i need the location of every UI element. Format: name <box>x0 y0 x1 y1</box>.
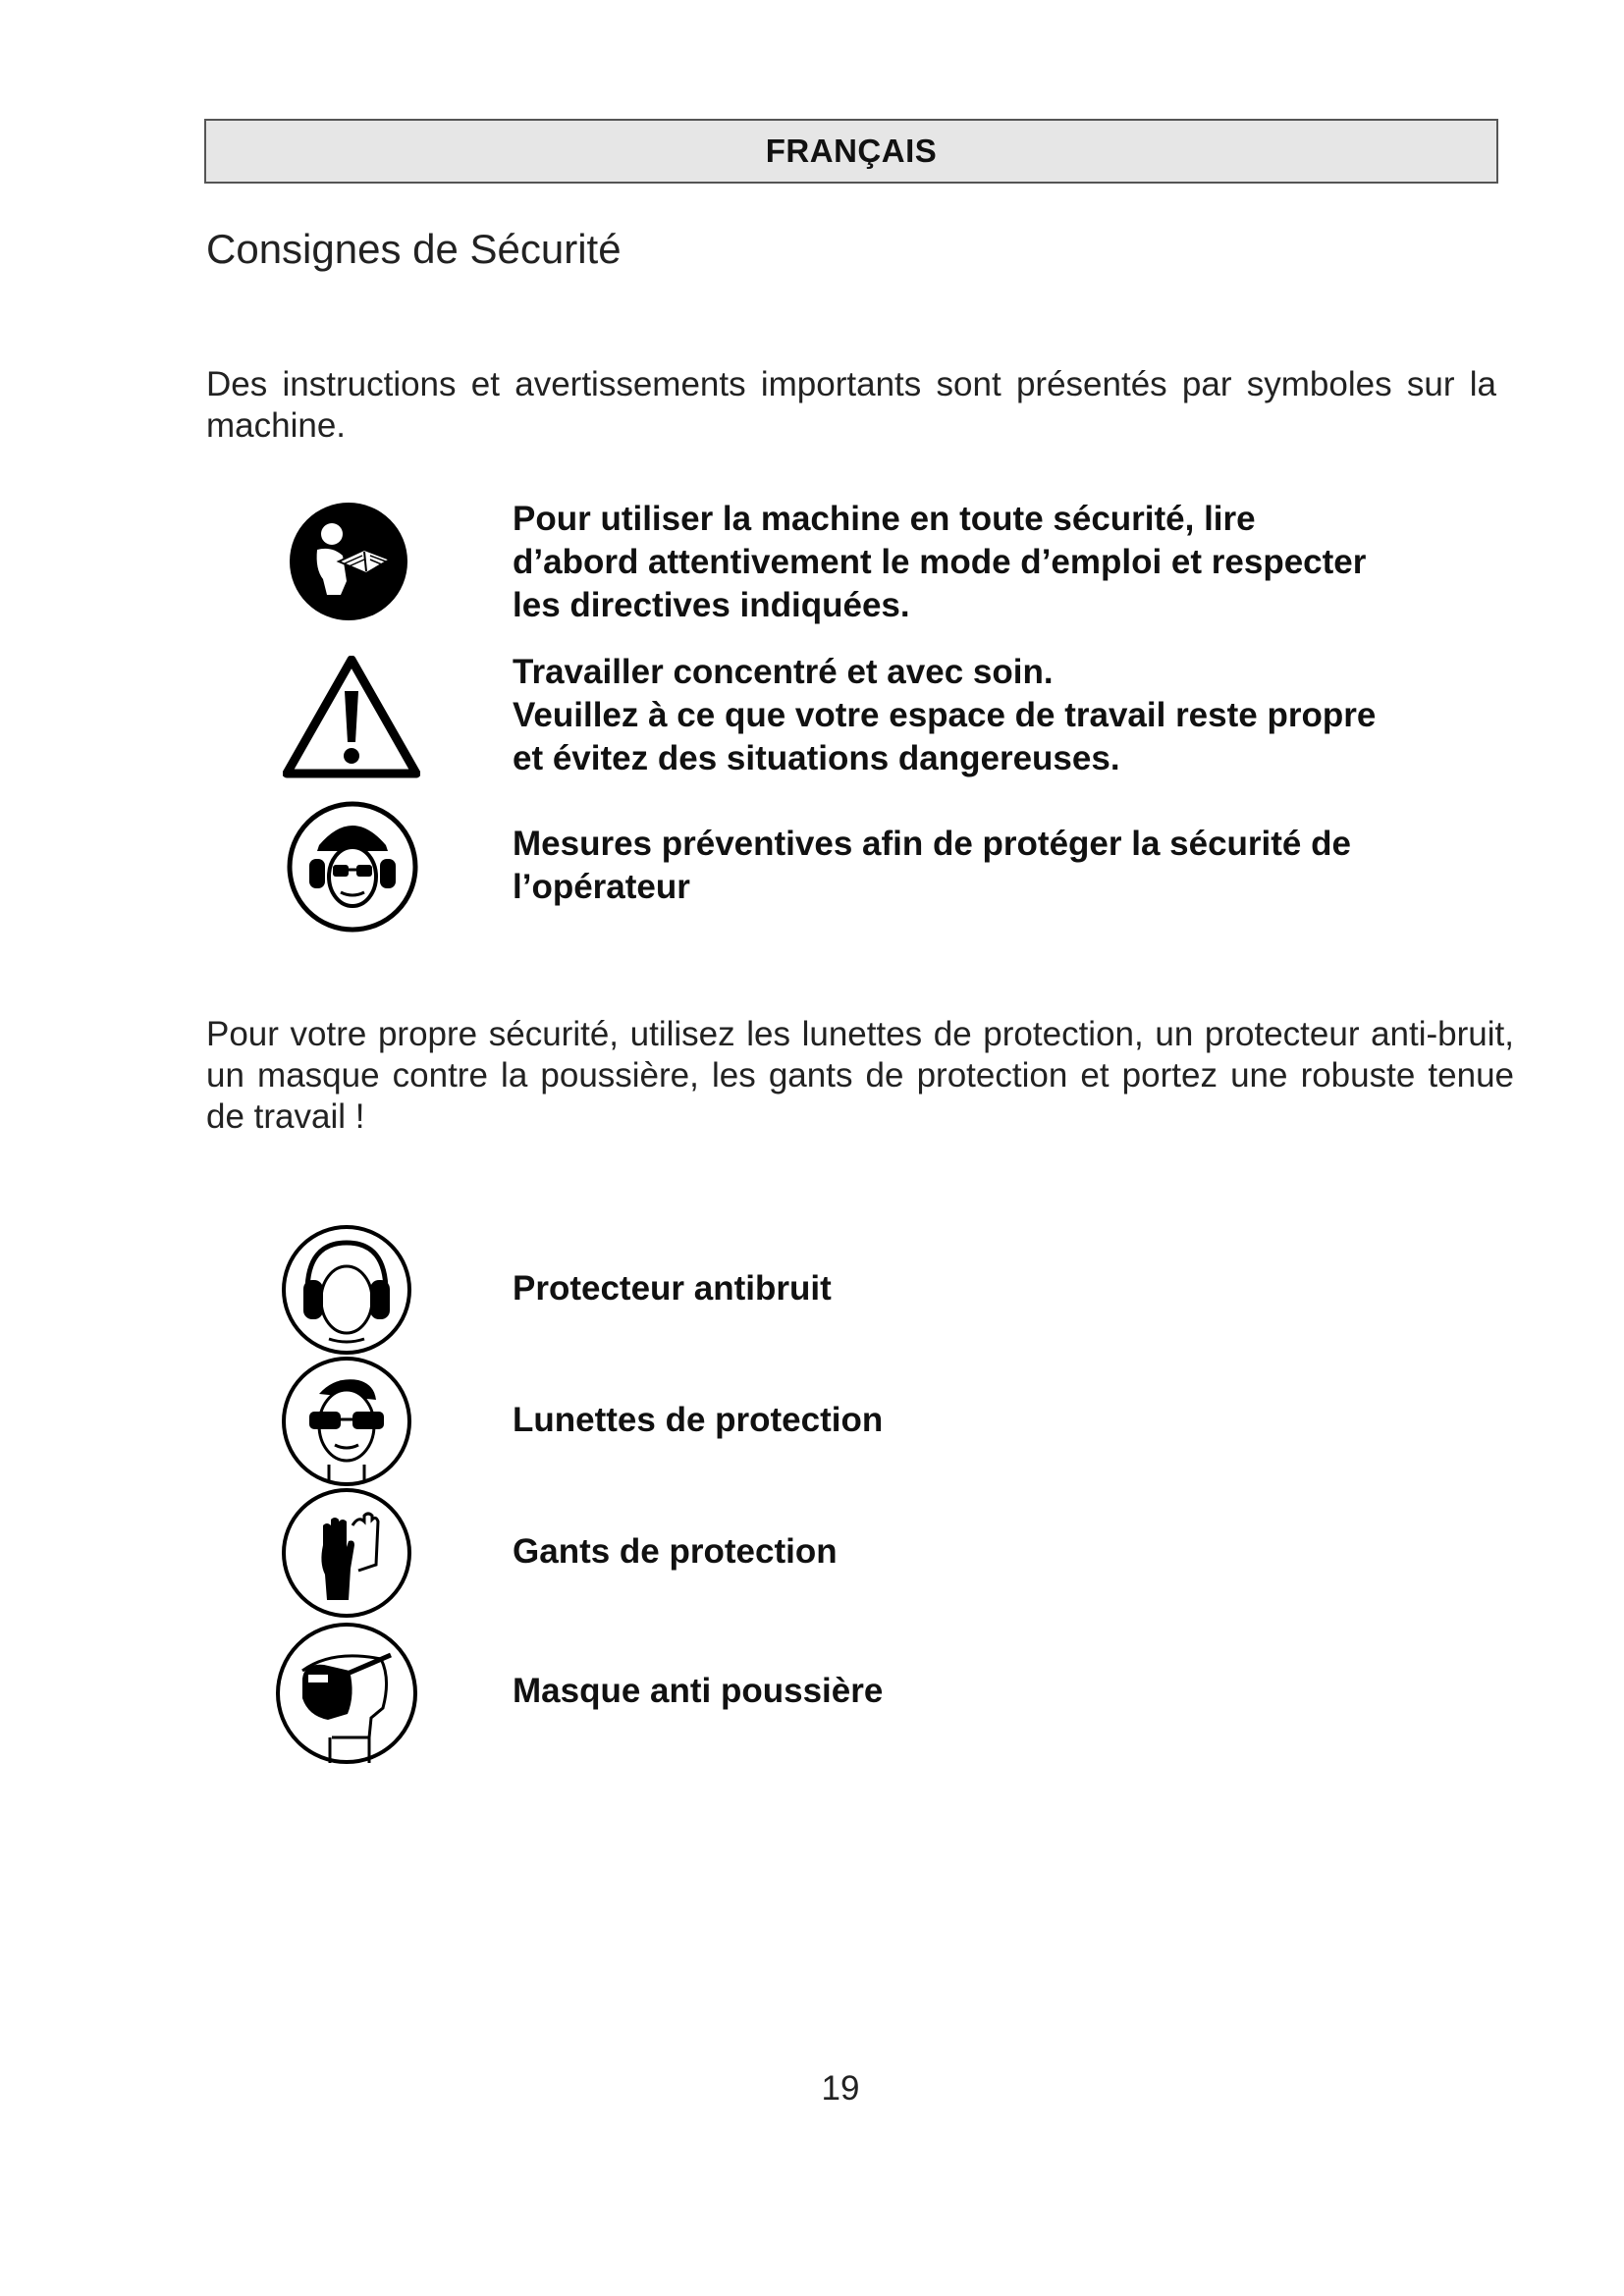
language-label: FRANÇAIS <box>765 133 938 169</box>
instruction-line: d’abord attentivement le mode d’emploi et respecter <box>513 543 1367 581</box>
instruction-line: Veuillez à ce que votre espace de travail reste propre <box>513 696 1377 734</box>
instruction-line: Travailler concentré et avec soin. <box>513 653 1054 691</box>
read-manual-instruction <box>513 498 1366 627</box>
protective-gloves-icon <box>280 1486 413 1620</box>
language-header <box>204 119 1498 184</box>
instruction-line: Pour utiliser la machine en toute sécurité, lire <box>513 500 1256 538</box>
dust-mask-label: Masque anti poussière <box>513 1672 884 1710</box>
page-number: 19 <box>821 2069 860 2108</box>
ear-protection-icon <box>280 1223 413 1357</box>
protection-paragraph: Pour votre propre sécurité, utilisez les lunettes de protection, un protecteur anti-bruit, un masque contre la poussière, les gants de protection et portez une robuste tenue de travail ! <box>206 1015 1514 1136</box>
instruction-line: Mesures préventives afin de protéger la sécurité de <box>513 825 1351 863</box>
instruction-line: l’opérateur <box>513 868 690 906</box>
operator-protection-icon <box>286 800 419 934</box>
read-manual-icon <box>288 501 409 622</box>
warning-triangle-icon <box>283 656 420 779</box>
instruction-line: et évitez des situations dangereuses. <box>513 739 1120 777</box>
dust-mask-icon <box>273 1620 420 1767</box>
safety-glasses-label: Lunettes de protection <box>513 1401 884 1439</box>
warning-instruction <box>513 651 1376 780</box>
section-title: Consignes de Sécurité <box>206 226 622 272</box>
operator-protection-instruction <box>513 823 1351 909</box>
ear-protection-label: Protecteur antibruit <box>513 1269 832 1308</box>
intro-paragraph: Des instructions et avertissements importants sont présentés par symboles sur la machine. <box>206 365 1496 445</box>
safety-glasses-icon <box>280 1355 413 1488</box>
instruction-line: les directives indiquées. <box>513 586 910 624</box>
protective-gloves-label: Gants de protection <box>513 1532 838 1571</box>
